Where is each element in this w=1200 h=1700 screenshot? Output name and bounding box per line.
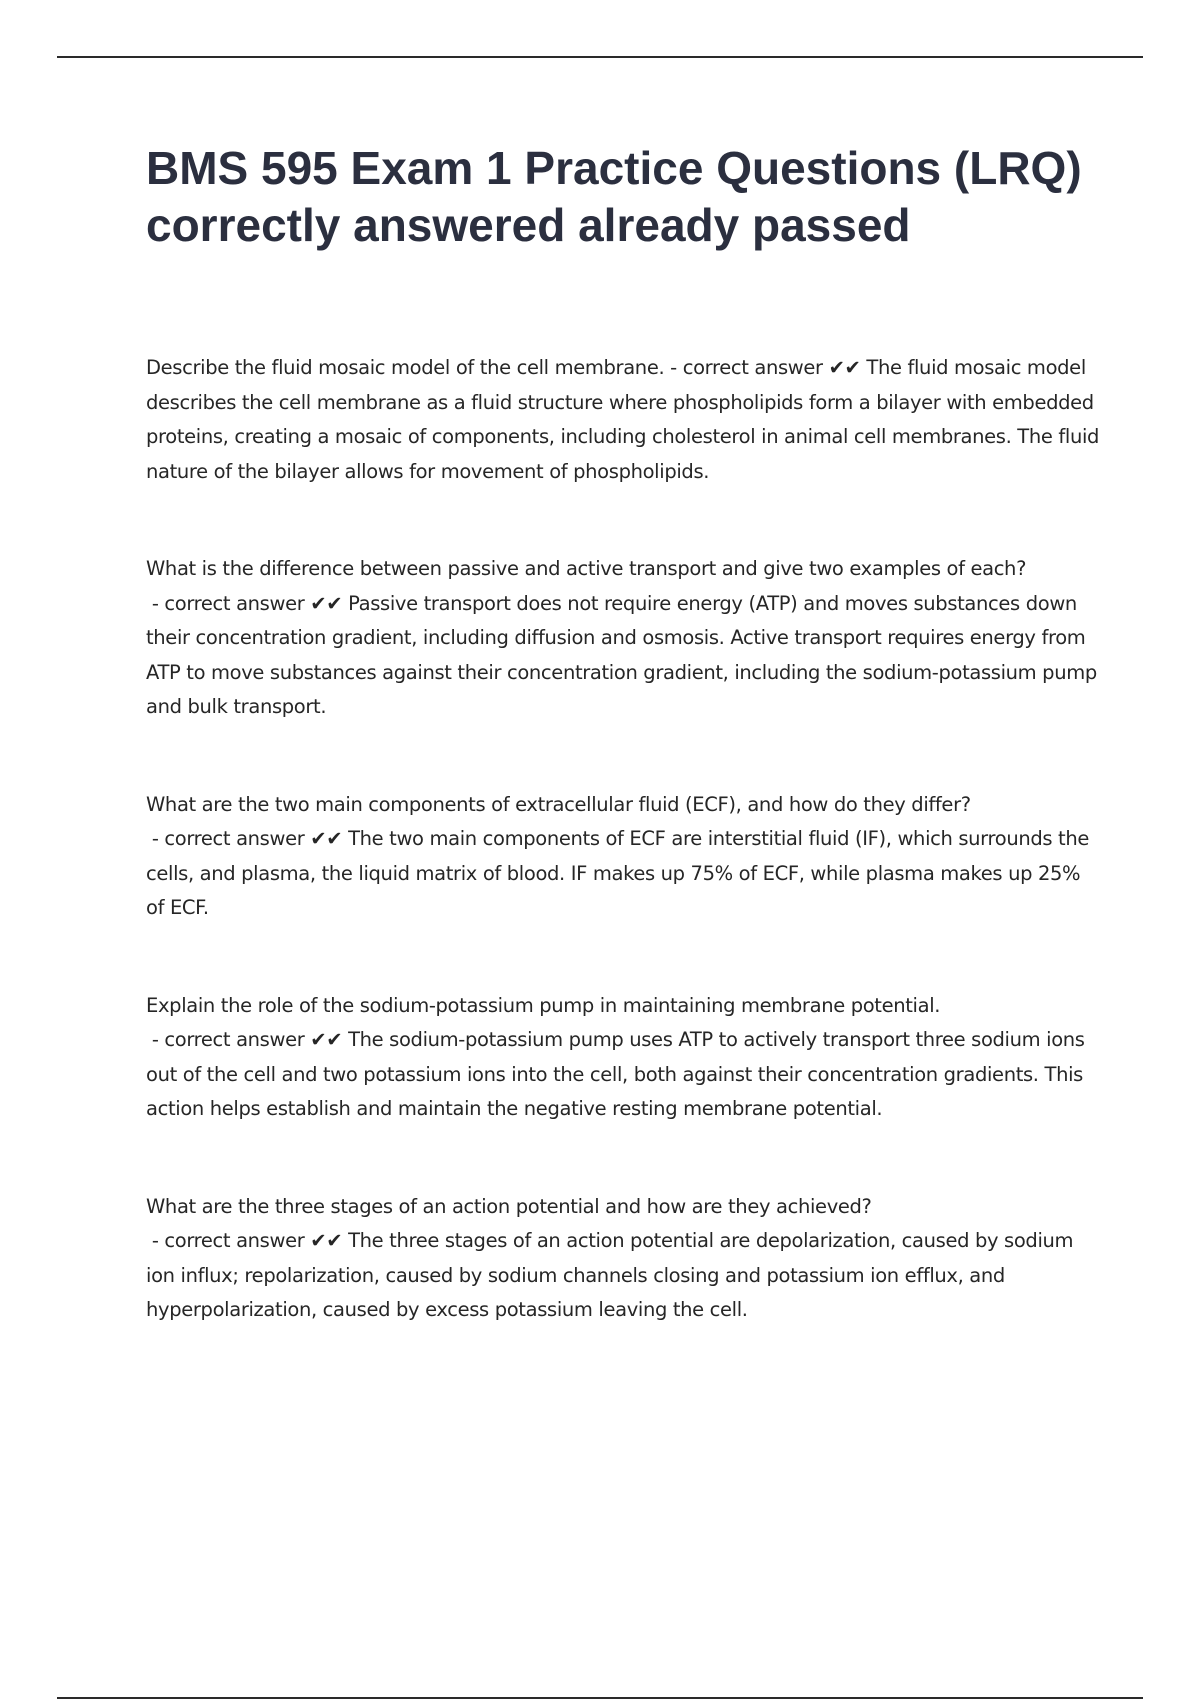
answer-text: Passive transport does not require energy (ATP) and moves substances down their concentration gradient, including diffusion and osmosis. Active transport requires energy from ATP to move substances against their concentration gradient, including the sodium-potassium pump and bulk transport. <box>146 591 1097 718</box>
qa-list <box>146 351 1101 1328</box>
qa-item <box>146 1190 1101 1328</box>
correct-answer-marker: - correct answer ✔✔ <box>670 356 861 379</box>
qa-item <box>146 351 1101 489</box>
footer-rule <box>57 1697 1143 1699</box>
correct-answer-marker: - correct answer ✔✔ <box>151 827 343 850</box>
correct-answer-marker: - correct answer ✔✔ <box>151 1028 343 1051</box>
correct-answer-marker: - correct answer ✔✔ <box>151 1229 343 1252</box>
question-text: What are the two main components of extracellular fluid (ECF), and how do they differ? <box>146 792 971 816</box>
answer-text: The fluid mosaic model describes the cell membrane as a fluid structure where phospholipids form a bilayer with embedded proteins, creating a mosaic of components, including cholesterol in animal cell membranes. The fluid nature of the bilayer allows for movement of phospholipids. <box>146 356 1100 483</box>
answer-text: The sodium-potassium pump uses ATP to actively transport three sodium ions out of the cell and two potassium ions into the cell, both against their concentration gradients. This action helps establish and maintain the negative resting membrane potential. <box>146 1028 1085 1120</box>
correct-answer-marker: - correct answer ✔✔ <box>151 591 343 615</box>
answer-text: The three stages of an action potential are depolarization, caused by sodium ion influx; repolarization, caused by sodium channels closing and potassium ion efflux, and hyperpolarization, caused by excess potassium leaving the cell. <box>146 1229 1074 1321</box>
header-rule <box>57 56 1143 58</box>
question-text: Explain the role of the sodium-potassium pump in maintaining membrane potential. <box>146 993 941 1017</box>
answer-text: The two main components of ECF are interstitial fluid (IF), which surrounds the cells, and plasma, the liquid matrix of blood. IF makes up 75% of ECF, while plasma makes up 25% of ECF. <box>146 827 1089 919</box>
question-text: What are the three stages of an action potential and how are they achieved? <box>146 1194 872 1218</box>
qa-item <box>146 989 1101 1127</box>
question-text: What is the difference between passive and active transport and give two examples of each? <box>146 557 1027 580</box>
question-text: Describe the fluid mosaic model of the cell membrane. <box>146 356 665 379</box>
qa-item <box>146 552 1101 725</box>
qa-item <box>146 788 1101 926</box>
document-title: BMS 595 Exam 1 Practice Questions (LRQ) correctly answered already passed <box>146 142 1082 251</box>
document-body <box>146 140 1101 1391</box>
